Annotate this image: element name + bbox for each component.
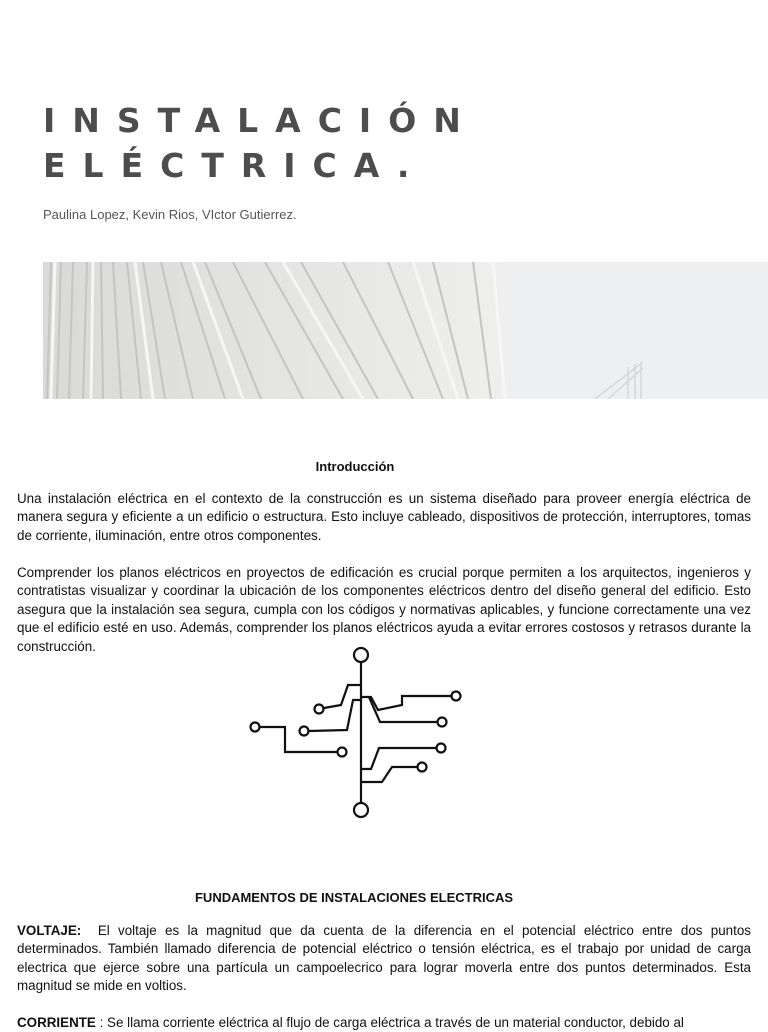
corriente-text: : Se llama corriente eléctrica al flujo de carga eléctrica a través de un material conductor, debido al xyxy=(99,1015,684,1030)
intro-heading: Introducción xyxy=(315,459,395,474)
intro-paragraph-1: Una instalación eléctrica en el contexto de la construcción es un sistema diseñado para proveer energía eléctrica de manera segura y eficiente a un edificio o estructura. Esto incluye cableado, dispositivos de protección, interruptores, tomas de corriente, iluminación, entre otros componentes. xyxy=(17,491,751,543)
corriente-paragraph xyxy=(17,1014,751,1032)
fundamentos-heading: FUNDAMENTOS DE INSTALACIONES ELECTRICAS xyxy=(194,890,514,905)
voltaje-label: VOLTAJE: xyxy=(17,923,82,938)
title-line-1: INSTALACIÓN xyxy=(43,101,478,140)
title-line-2: ELÉCTRICA. xyxy=(43,146,427,185)
corriente-label: CORRIENTE xyxy=(17,1015,96,1030)
authors: Paulina Lopez, Kevin Rios, VIctor Gutierrez. xyxy=(43,207,297,222)
intro-paragraph-2: Comprender los planos eléctricos en proyectos de edificación es crucial porque permiten a los arquitectos, ingenieros y contratistas visualizar y coordinar la ubicación de los componentes eléctricos dentro del diseño general del edificio. Esto asegura que la instalación sea segura, cumpla con los códigos y normativas aplicables, y funcione correctamente una vez que el edificio esté en uso. Además, comprender los planos eléctricos ayuda a evitar errores costosos y retrasos durante la construcción. xyxy=(17,565,751,654)
document-title xyxy=(43,98,478,188)
voltaje-paragraph xyxy=(17,922,751,996)
banner-image xyxy=(43,262,768,399)
circuit-board-icon xyxy=(245,645,470,827)
voltaje-text: El voltaje es la magnitud que da cuenta de la diferencia en el potencial eléctrico entre dos puntos determinados. También llamado diferencia de potencial eléctrico o tensión eléctrica, es el trabajo por unidad de carga electrica que ejerce sobre una partícula un campoelecrico para lograr moverla entre dos puntos determinados. Esta magnitud se mide en voltios. xyxy=(17,923,751,994)
